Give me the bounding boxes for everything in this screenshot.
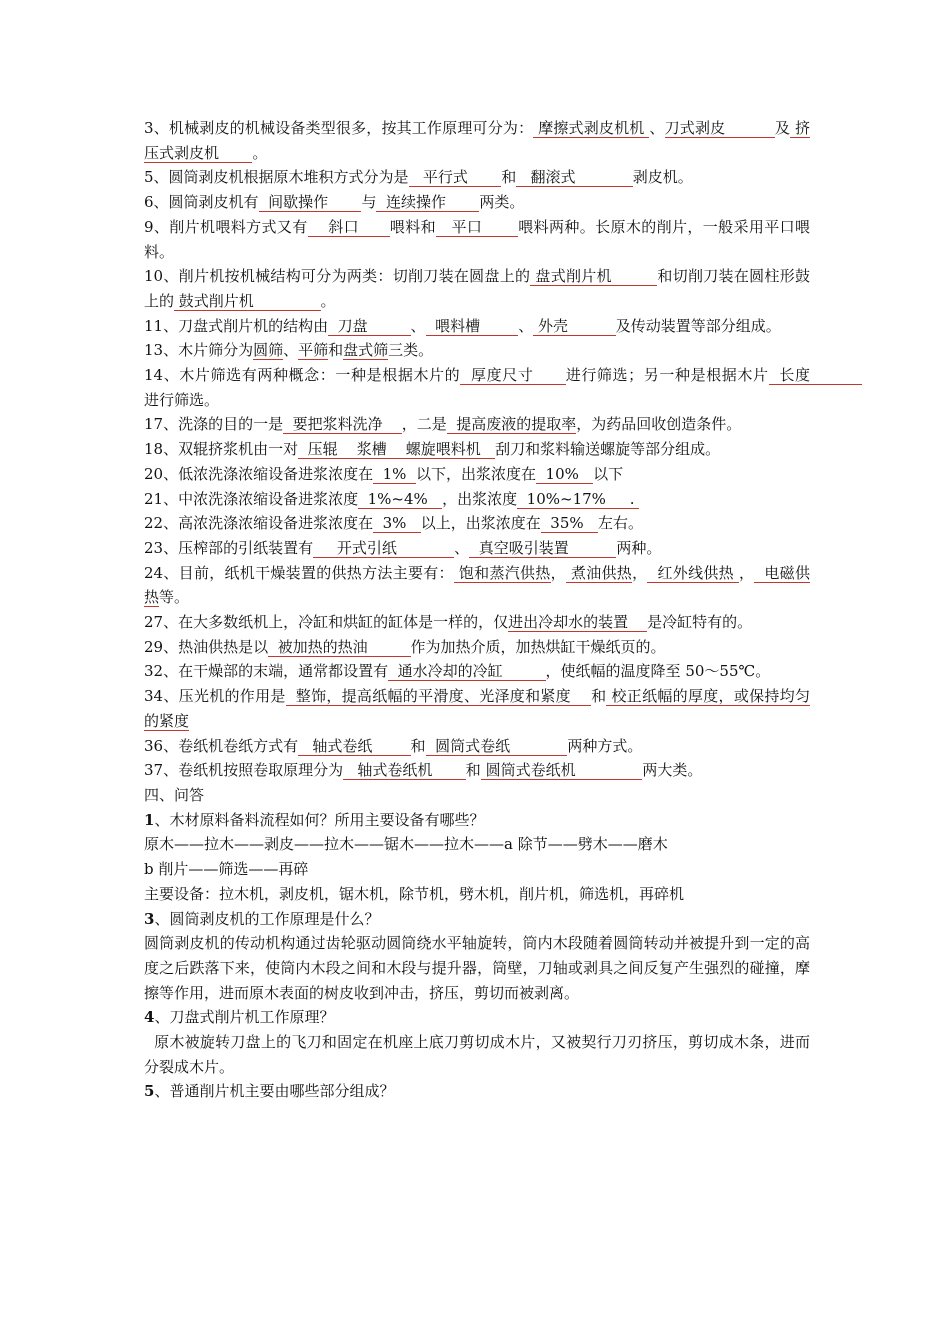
answer-blank: 被加热的热油 <box>268 637 411 656</box>
fill-item-10 <box>144 264 810 313</box>
answer-blank: 校正纸幅的厚度，或保持均匀的紧度 <box>144 687 810 730</box>
separator: 和 <box>328 341 344 360</box>
answer-blank: 通水冷却的冷缸 <box>388 662 546 681</box>
separator: ， <box>550 563 566 582</box>
answer-blank: 圆筛 <box>253 341 284 360</box>
answer-blank: 3% <box>373 514 421 533</box>
answer-blank: 斜口 <box>307 217 390 236</box>
fill-item-29 <box>144 635 810 660</box>
answer-blank: 圆筒式卷纸机 <box>480 761 643 780</box>
separator: 两种方式。 <box>567 736 643 755</box>
separator: 刮刀和浆料输送螺旋等部分组成。 <box>495 440 721 459</box>
question-text: 23、压榨部的引纸装置有 <box>144 538 314 557</box>
separator: 和 <box>591 687 607 706</box>
separator: ，二是 <box>401 415 447 434</box>
question-text: 5、圆筒剥皮机根据原木堆积方式分为是 <box>144 168 409 187</box>
separator: ，出浆浓度 <box>442 489 518 508</box>
question-text: 9、削片机喂料方式又有 <box>144 217 308 236</box>
answer-blank: 挤压式剥皮机 <box>144 119 810 162</box>
qa-question-4 <box>144 1005 810 1030</box>
qa-question-3 <box>144 907 810 932</box>
section-title: 四、问答 <box>144 785 205 804</box>
separator: ， <box>738 563 755 582</box>
separator: 两类。 <box>479 193 525 212</box>
fill-item-21 <box>144 487 810 512</box>
question-text: 17、洗涤的目的一是 <box>144 415 284 434</box>
fill-item-32 <box>144 659 810 684</box>
separator: 及传动装置等部分组成。 <box>615 316 781 335</box>
separator: 、 <box>649 119 665 137</box>
fill-item-13 <box>144 338 810 363</box>
separator: ，为药品回收创造条件。 <box>576 415 742 434</box>
separator: 作为加热介质，加热烘缸干燥纸页的。 <box>410 637 666 656</box>
answer-blank: 煮油供热 <box>565 563 633 582</box>
answer-blank: 厚度尺寸 <box>460 366 566 385</box>
question-text: 37、卷纸机按照卷取原理分为 <box>144 761 344 780</box>
qa-question-5 <box>144 1079 810 1104</box>
answer-blank: 饱和蒸汽供热 <box>453 563 551 582</box>
qa-answer-line: b 削片——筛选——再碎 <box>144 860 309 879</box>
answer-blank: 翻滚式 <box>516 168 633 187</box>
separator: 喂料和 <box>389 217 437 236</box>
fill-item-22 <box>144 511 810 536</box>
separator: 三类。 <box>388 341 434 360</box>
question-text: 14、木片筛选有两种概念：一种是根据木片的 <box>144 366 461 385</box>
question-text: 10、削片机按机械结构可分为两类：切削刀装在圆盘上的 <box>144 267 531 286</box>
separator: 进行筛选。 <box>144 390 220 409</box>
answer-blank: 10% <box>535 464 594 483</box>
separator: 。 <box>320 291 336 310</box>
qa-answer-line: 原木——拉木——剥皮——拉木——锯木——拉木——a 除节——劈木——磨木 <box>144 835 668 854</box>
separator: 和 <box>501 168 517 187</box>
answer-blank: 间歇操作 <box>258 193 362 212</box>
separator: 进行筛选；另一种是根据木片 <box>565 366 769 385</box>
separator: 等。 <box>159 588 190 607</box>
question-number: 3 <box>144 909 155 928</box>
separator: ， <box>632 563 648 582</box>
answer-blank: 刀式剥皮 <box>664 119 775 137</box>
qa-answer-line: 主要设备：拉木机，剥皮机，锯木机，除节机，劈木机，削片机，筛选机，再碎机 <box>144 884 685 903</box>
question-text: 34、压光机的作用是 <box>144 687 286 706</box>
fill-item-9 <box>144 215 810 264</box>
question-text: 、刀盘式削片机工作原理？ <box>154 1008 335 1027</box>
separator: 是冷缸特有的。 <box>647 613 753 632</box>
separator: 、 <box>410 316 426 335</box>
separator: 和 <box>465 761 481 780</box>
question-text: 27、在大多数纸机上，冷缸和烘缸的缸体是一样的，仅 <box>144 613 509 632</box>
separator: 和 <box>410 736 426 755</box>
question-text: 13、木片筛分为 <box>144 341 254 360</box>
question-number: 5 <box>144 1082 155 1101</box>
fill-item-3 <box>144 116 810 165</box>
question-text: 、木材原料备料流程如何？所用主要设备有哪些？ <box>154 810 485 829</box>
answer-blank: 盘式筛 <box>343 341 389 360</box>
question-text: 、圆筒剥皮机的工作原理是什么？ <box>154 909 380 928</box>
separator: 两大类。 <box>642 761 703 780</box>
separator: 剥皮机。 <box>632 168 693 187</box>
separator: 喂料两种。长原木的削片，一般采用平口喂料。 <box>144 217 811 261</box>
question-text: 20、低浓洗涤浓缩设备进浆浓度在 <box>144 464 374 483</box>
fill-item-5 <box>144 165 810 190</box>
answer-blank: 盘式削片机 <box>530 267 658 286</box>
qa-question-1 <box>144 808 810 833</box>
answer-blank: 红外线供热 <box>647 563 739 582</box>
question-number: 1 <box>144 810 155 829</box>
question-number: 4 <box>144 1008 155 1027</box>
fill-item-34 <box>144 684 810 733</box>
fill-item-14 <box>144 363 863 412</box>
separator: 与 <box>361 193 377 212</box>
fill-item-6 <box>144 190 810 215</box>
answer-blank: 刀盘 <box>328 316 411 335</box>
answer-blank: 整饰，提高纸幅的平滑度、光泽度和紧度 <box>285 687 592 706</box>
answer-blank: 喂料槽 <box>425 316 519 335</box>
fill-item-24 <box>144 561 810 610</box>
answer-blank: 要把浆料洗净 <box>283 415 402 434</box>
separator: 左右。 <box>597 514 643 533</box>
answer-blank: 轴式卷纸机 <box>343 761 466 780</box>
answer-blank: 进出冷却水的装置 <box>508 613 648 632</box>
question-text: 6、圆筒剥皮机有 <box>144 193 259 212</box>
separator: 、 <box>454 538 470 557</box>
fill-item-23 <box>144 536 810 561</box>
question-text: 29、热油供热是以 <box>144 637 269 656</box>
separator: 以上，出浆浓度在 <box>420 514 541 533</box>
answer-blank: 平筛 <box>298 341 329 360</box>
answer-blank: 提高废液的提取率 <box>446 415 577 434</box>
separator: 及 <box>774 119 791 137</box>
fill-item-27 <box>144 610 810 635</box>
separator: 以下 <box>593 464 624 483</box>
question-text: 36、卷纸机卷纸方式有 <box>144 736 299 755</box>
answer-blank: 35% <box>540 514 598 533</box>
question-text: 3、机械剥皮的机械设备类型很多，按其工作原理可分为： <box>144 119 534 137</box>
separator: 。 <box>252 143 268 162</box>
qa-answer-line: 圆筒剥皮机的传动机构通过齿轮驱动圆筒绕水平轴旋转，筒内木段随着圆筒转动并被提升到一定的高度之后跌落下来，使筒内木段之间和木段与提升器，筒壁，刀轴或剥具之间反复产生强烈的碰撞，摩擦等作用，进而原木表面的树皮收到冲击，挤压，剪切而被剥离。 <box>144 934 810 1002</box>
fill-item-11 <box>144 314 810 339</box>
answer-blank: 摩擦式剥皮机机 <box>533 119 650 137</box>
fill-item-18 <box>144 437 810 462</box>
separator: 两种。 <box>616 538 662 557</box>
fill-item-36 <box>144 734 810 759</box>
question-text: 22、高浓洗涤浓缩设备进浆浓度在 <box>144 514 374 533</box>
separator: 、 <box>283 341 299 360</box>
answer-blank: 真空吸引装置 <box>469 538 617 557</box>
question-text: 24、目前，纸机干燥装置的供热方法主要有： <box>144 563 454 582</box>
document-page <box>144 116 863 1104</box>
fill-item-37 <box>144 758 810 783</box>
fill-item-20 <box>144 462 810 487</box>
answer-blank: 鼓式削片机 <box>174 291 321 310</box>
question-text: 21、中浓洗涤浓缩设备进浆浓度 <box>144 489 359 508</box>
answer-blank: 10%~17% . <box>517 489 640 508</box>
answer-blank: 外壳 <box>533 316 616 335</box>
answer-blank: 1%~4% <box>358 489 443 508</box>
qa-answer-line: 原木被旋转刀盘上的飞刀和固定在机座上底刀剪切成木片，又被契行刀刃挤压，剪切成木条，进而分裂成木片。 <box>144 1033 810 1076</box>
answer-blank: 长度 <box>768 366 863 385</box>
separator: ，使纸幅的温度降至 50～55℃。 <box>545 662 771 681</box>
separator: 和切削刀装在圆柱形鼓上的 <box>144 267 810 310</box>
separator: 、 <box>518 316 534 335</box>
question-text: 32、在干燥部的末端，通常都设置有 <box>144 662 389 681</box>
separator: 以下，出浆浓度在 <box>415 464 536 483</box>
question-text: 11、刀盘式削片机的结构由 <box>144 316 329 335</box>
answer-blank: 开式引纸 <box>313 538 455 557</box>
answer-blank: 1% <box>373 464 416 483</box>
fill-item-17 <box>144 412 810 437</box>
answer-blank: 压辊 浆槽 螺旋喂料机 <box>298 440 496 459</box>
answer-blank: 轴式卷纸 <box>298 736 411 755</box>
answer-blank: 圆筒式卷纸 <box>425 736 568 755</box>
answer-blank: 平行式 <box>408 168 502 187</box>
answer-blank: 电磁供热 <box>144 563 810 607</box>
question-text: 、普通削片机主要由哪些部分组成？ <box>154 1082 395 1101</box>
question-text: 18、双辊挤浆机由一对 <box>144 440 299 459</box>
answer-blank: 平口 <box>436 217 519 236</box>
answer-blank: 连续操作 <box>376 193 480 212</box>
